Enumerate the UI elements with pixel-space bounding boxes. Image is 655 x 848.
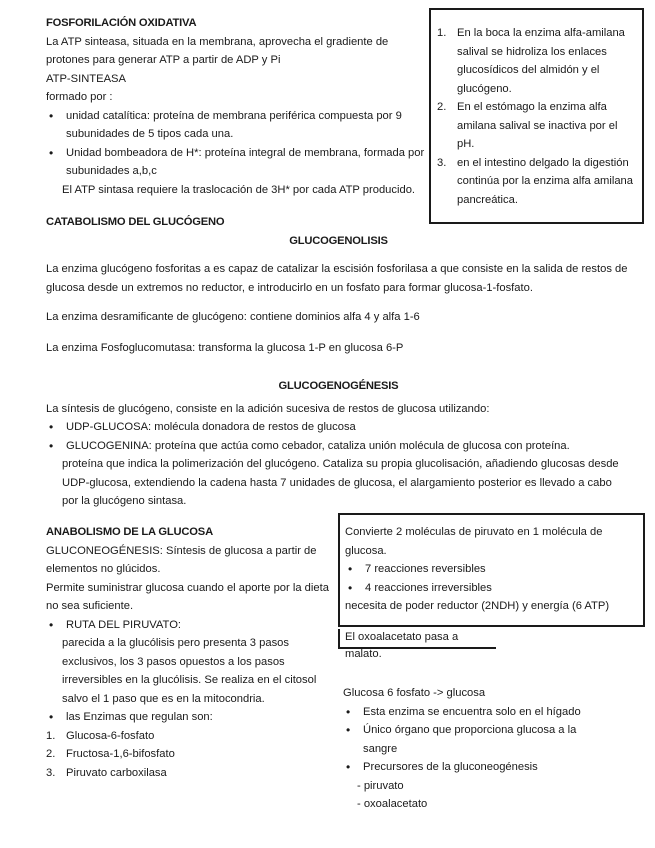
glucogenolisis-title: GLUCOGENOLISIS — [289, 234, 388, 247]
atp-sinteasa-label: ATP-SINTEASA — [46, 72, 126, 85]
glucogenogenesis-title: GLUCOGENOGÉNESIS — [278, 380, 399, 392]
convierte-line: Convierte 2 moléculas de piruvato en 1 molécula de glucosa. — [345, 526, 603, 557]
oxalacetato-note — [338, 629, 496, 660]
glucogenogenesis-continuation: proteína que indica la polimerización del glucógeno. Cataliza su propia glucolisación, añadiendo glucosas desde UDP-glucosa, extendiendo la cadena hasta 7 unidades de glucosa, el alargamiento posterior es llevado a cabo por la glucógeno sintasa. — [62, 458, 619, 507]
list-item: 3. en el intestino delgado la digestión continúa por la enzima alfa amilana pancreática. — [437, 156, 633, 206]
list-item: 2. En el estómago la enzima alfa amilana salival se inactiva por el pH. — [437, 101, 618, 150]
glucosa6-title: Glucosa 6 fosfato -> glucosa — [343, 687, 486, 699]
list-item: • GLUCOGENINA: proteína que actúa como cebador, cataliza unión molécula de glucosa con proteína. — [46, 437, 631, 456]
list-item: • 7 reacciones reversibles — [345, 560, 639, 579]
desramificante-paragraph: La enzima desramificante de glucógeno: contiene dominios alfa 4 y alfa 1-6 — [46, 311, 420, 323]
formado-por-label: formado por : — [46, 91, 113, 103]
list-item: • las Enzimas que regulan son: — [46, 708, 336, 727]
fosforilacion-section — [46, 14, 426, 199]
anabolismo-section — [46, 523, 336, 782]
glucogenogenesis-section — [46, 377, 631, 511]
glucogenolisis-paragraph: La enzima glucógeno fosforitas a es capaz de catalizar la escisión fosforilasa a que consiste en la salida de restos de glucosa desde un extremos no reductor, e introducirlo en un fosfato para formar glucosa-1-fosfato. — [46, 263, 628, 294]
fosforilacion-line: protones para generar ATP a partir de ADP y Pi — [46, 54, 281, 66]
digestion-list — [437, 24, 636, 209]
oxalacetato-text: El oxoalacetato pasa a malato. — [345, 631, 459, 660]
atp-note: El ATP sintasa requiere la traslocación de 3H* por cada ATP producido. — [62, 183, 416, 196]
list-item: 1. Glucosa-6-fosfato — [46, 729, 155, 742]
list-item: • unidad catalítica: proteína de membrana periférica compuesta por 9 subunidades de 5 tipos cada una. — [46, 107, 426, 144]
gluconeogenesis-definition: GLUCONEOGÉNESIS: Síntesis de glucosa a partir de elementos no glúcidos. — [46, 544, 317, 575]
ruta-list — [46, 616, 336, 635]
list-item: • Esta enzima se encuentra solo en el hígado — [343, 703, 583, 722]
list-item: 1. En la boca la enzima alfa-amilana salival se hidroliza los enlaces glucosídicos del almidón y el glucógeno. — [437, 27, 625, 95]
glucogenogenesis-intro: La síntesis de glucógeno, consiste en la adición sucesiva de restos de glucosa utilizando: — [46, 402, 490, 415]
list-item: • Precursores de la gluconeogénesis — [343, 758, 583, 777]
glucosa6-section — [343, 684, 583, 814]
permite-paragraph: Permite suministrar glucosa cuando el aporte por la dieta no sea suficiente. — [46, 581, 329, 612]
precursor-item: - oxoalacetato — [357, 798, 428, 810]
list-item: • UDP-GLUCOSA: molécula donadora de restos de glucosa — [46, 418, 631, 437]
fosforilacion-line: La ATP sinteasa, situada en la membrana, aprovecha el gradiente de — [46, 35, 389, 48]
list-item: 3. Piruvato carboxilasa — [46, 766, 167, 779]
glucosa6-list — [343, 703, 583, 777]
list-item: • Único órgano que proporciona glucosa a la sangre — [343, 721, 583, 758]
anabolismo-title: ANABOLISMO DE LA GLUCOSA — [46, 526, 213, 538]
catabolismo-section — [46, 213, 631, 357]
subunit-list — [46, 107, 426, 181]
convierte-box — [338, 513, 645, 627]
glucogenogenesis-list — [46, 418, 631, 455]
enzyme-numbered-list — [46, 727, 336, 783]
digestion-box — [429, 8, 644, 224]
fosforilacion-title: FOSFORILACIÓN OXIDATIVA — [46, 17, 197, 29]
poder-reductor-line: necesita de poder reductor (2NDH) y energía (6 ATP) — [345, 600, 610, 612]
list-item: • 4 reacciones irreversibles — [345, 579, 639, 598]
list-item: 2. Fructosa-1,6-bifosfato — [46, 748, 175, 760]
fosfoglucomutasa-paragraph: La enzima Fosfoglucomutasa: transforma la glucosa 1-P en glucosa 6-P — [46, 341, 404, 354]
enzimas-list — [46, 708, 336, 727]
precursor-item: - piruvato — [357, 779, 404, 792]
list-item: • Unidad bombeadora de H*: proteína integral de membrana, formada por subunidades a,b,c — [46, 144, 426, 181]
list-item: • RUTA DEL PIRUVATO: — [46, 616, 336, 635]
reacciones-list — [345, 560, 639, 597]
catabolismo-title: CATABOLISMO DEL GLUCÓGENO — [46, 216, 225, 228]
ruta-detail: parecida a la glucólisis pero presenta 3 pasos exclusivos, los 3 pasos opuestos a los pasos irreversibles en la glucólisis. Se realiza en el citosol salvo el 1 paso que es en la mitocondria. — [62, 637, 317, 705]
